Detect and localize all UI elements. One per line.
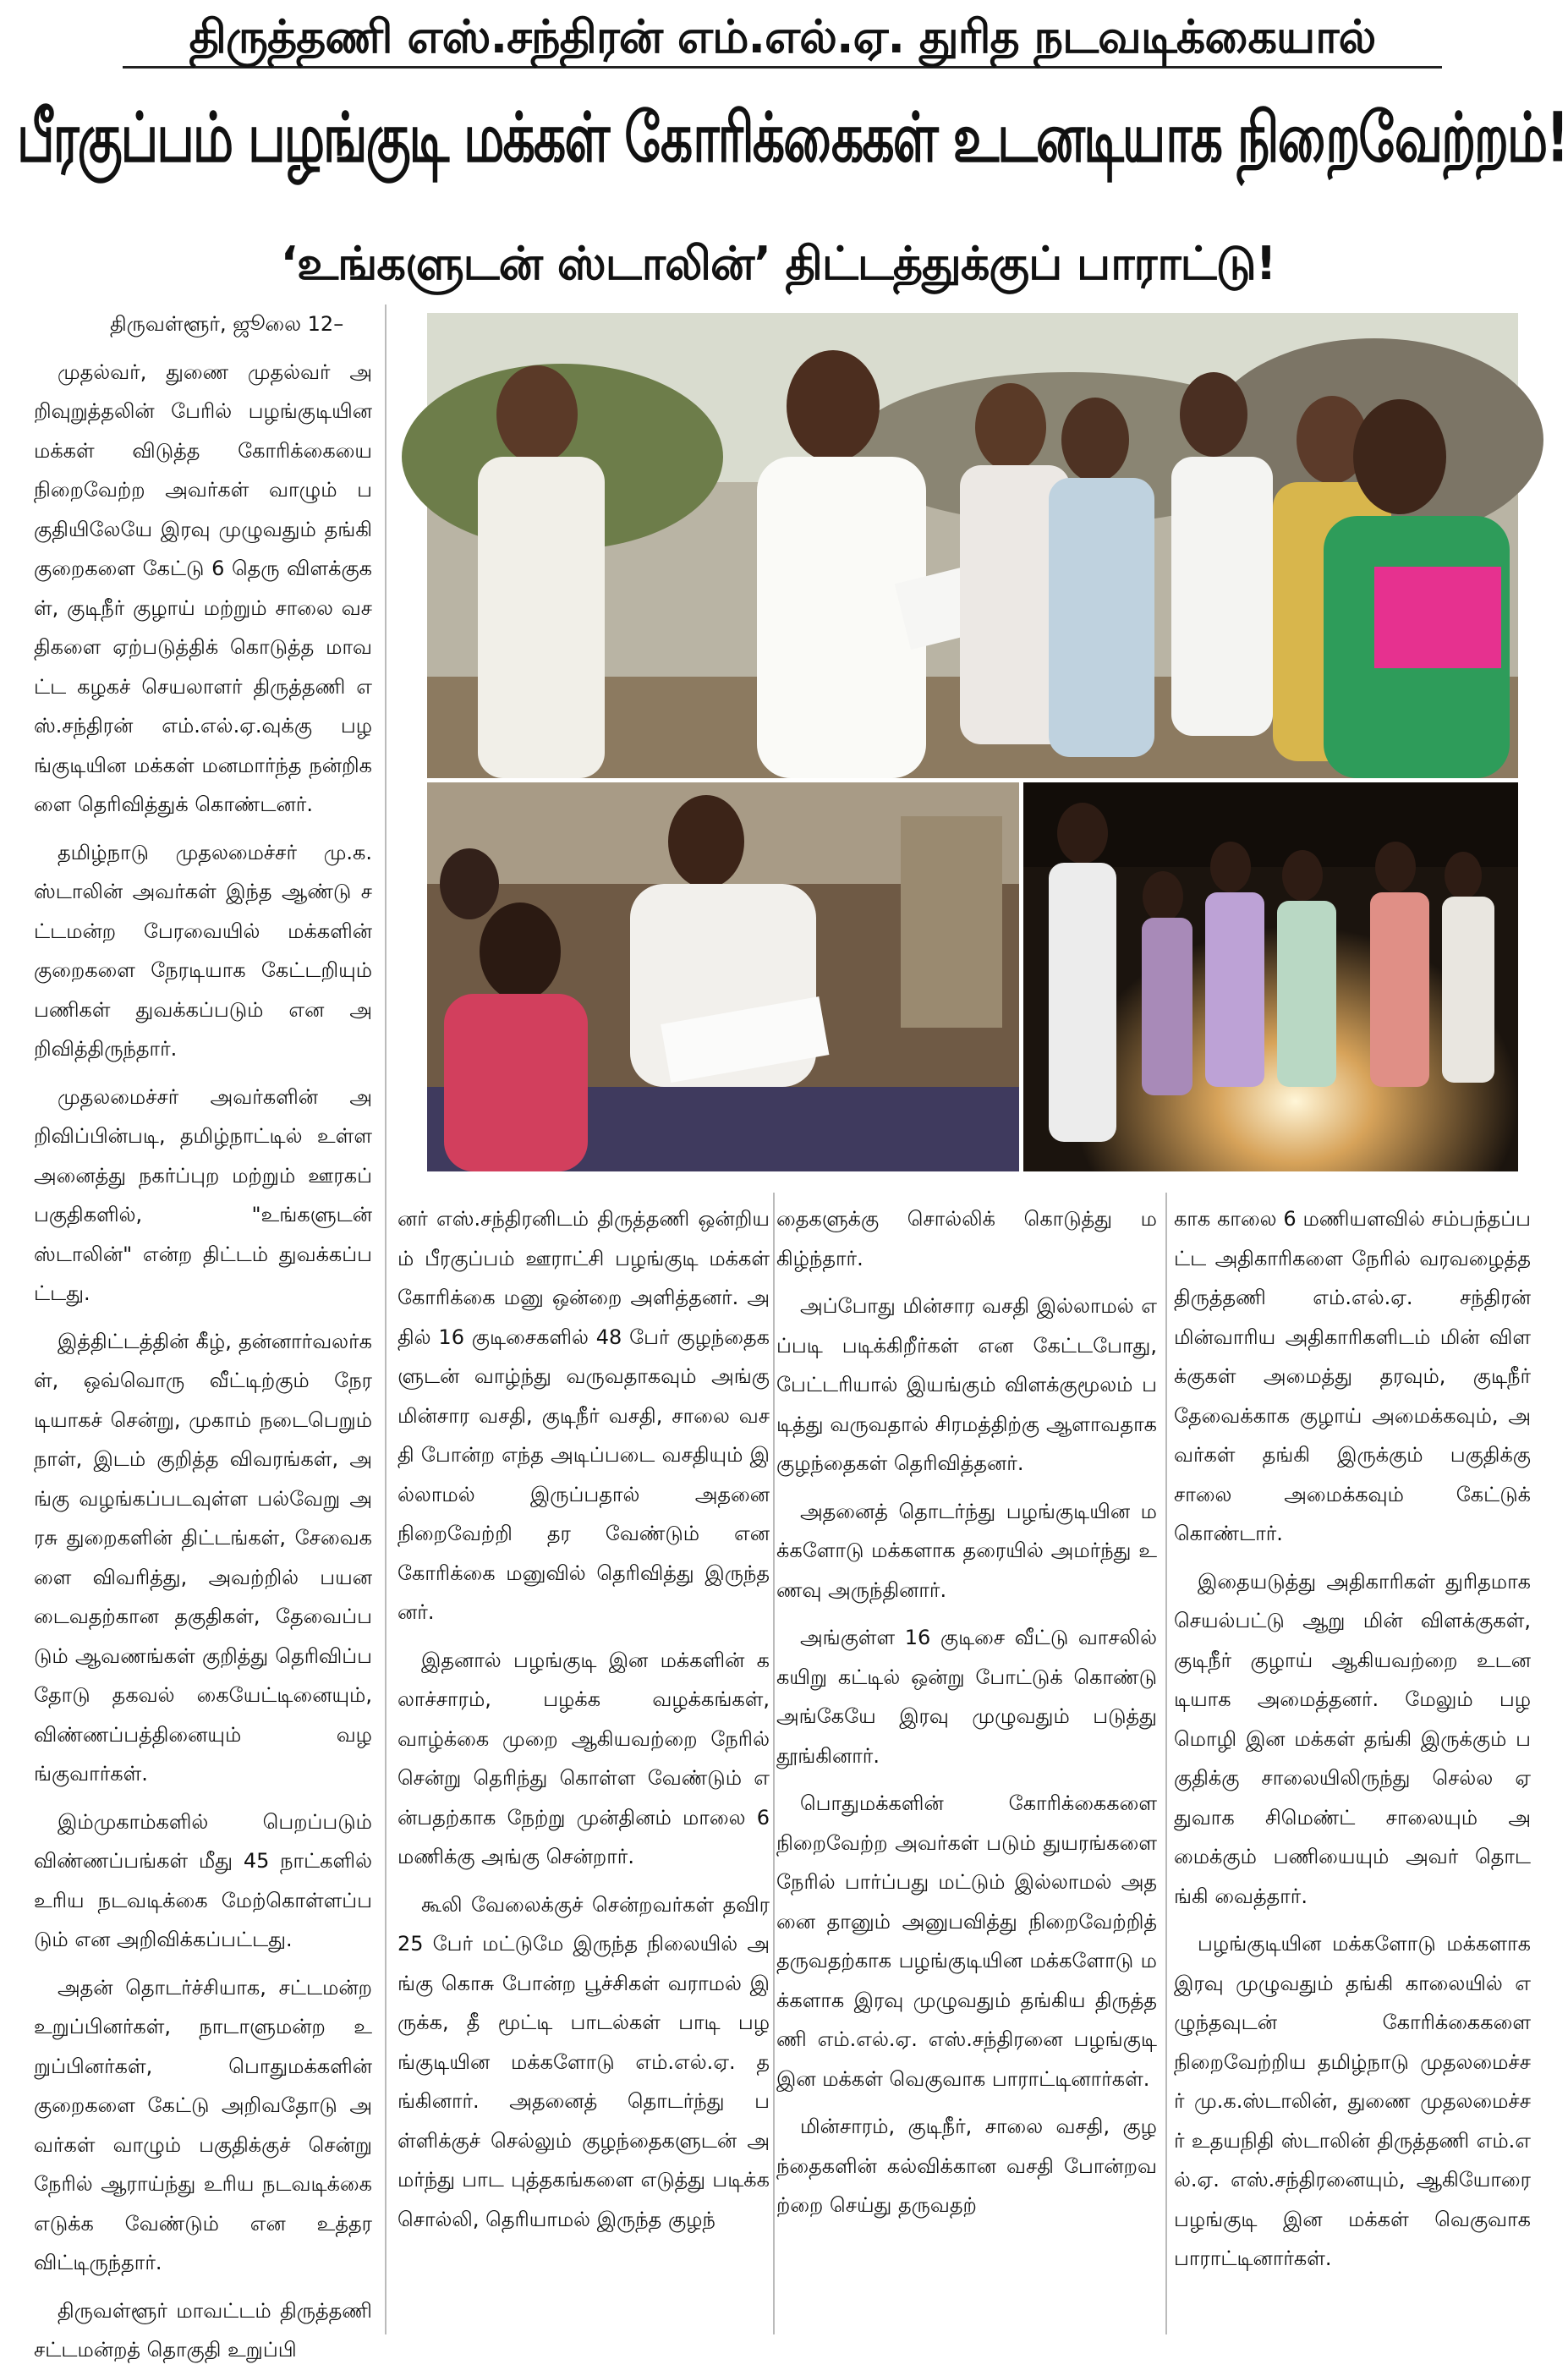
paragraph: இதனால் பழங்குடி இன மக்களின் கலாச்சாரம், பழக்க வழக்கங்கள், வாழ்க்கை முறை ஆகியவற்றை நேரில் சென்று தெரிந்து கொள்ள வேண்டும் என்பதற்காக நேற்று முன்தினம் மாலை 6 மணிக்கு அங்கு சென்றார். bbox=[397, 1648, 770, 1868]
subheadline: ‘உங்களுடன் ஸ்டாலின்’ திட்டத்துக்குப் பாராட்டு! bbox=[280, 237, 1276, 290]
photo-main-mla-with-villagers bbox=[427, 313, 1518, 778]
paragraph: காக காலை 6 மணியளவில் சம்பந்தப்பட்ட அதிகாரிகளை நேரில் வரவழைத்த திருத்தணி எம்.எல்.ஏ. சந்திரன் மின்வாரிய அதிகாரிகளிடம் மின் விளக்குகள் அமைத்து தரவும், குடிநீர் தேவைக்காக குழாய் அமைக்கவும், அவர்கள் தங்கி இருக்கும் பகுதிக்கு சாலை அமைக்கவும் கேட்டுக் கொண்டார். bbox=[1174, 1207, 1531, 1545]
column-rule-2 bbox=[773, 1193, 775, 2334]
article-column-1 bbox=[34, 304, 372, 2362]
paragraph: கூலி வேலைக்குச் சென்றவர்கள் தவிர 25 பேர் மட்டுமே இருந்த நிலையில் அங்கு கொசு போன்ற பூச்சிகள் வராமல் இருக்க, தீ மூட்டி பாடல்கள் பாடி பழங்குடியின மக்களோடு எம்.எல்.ஏ. தங்கினார். அதனைத் தொடர்ந்து பள்ளிக்குச் செல்லும் குழந்தைகளுடன் அமர்ந்து பாட புத்தகங்களை எடுத்து படிக்க சொல்லி, தெரியாமல் இருந்த குழந் bbox=[397, 1892, 770, 2231]
article-column-3 bbox=[776, 1199, 1157, 2337]
paragraph: அங்குள்ள 16 குடிசை வீட்டு வாசலில் கயிறு கட்டில் ஒன்று போட்டுக் கொண்டு அங்கேயே இரவு முழுவதும் படுத்து தூங்கினார். bbox=[776, 1626, 1157, 1768]
paragraph: முதல்வர், துணை முதல்வர் அறிவுறுத்தலின் பேரில் பழங்குடியின மக்கள் விடுத்த கோரிக்கையை நிறைவேற்ற அவர்கள் வாழும் பகுதியிலேயே இரவு முழுவதும் தங்கி குறைகளை கேட்டு 6 தெரு விளக்குகள், குடிநீர் குழாய் மற்றும் சாலை வசதிகளை ஏற்படுத்திக் கொடுத்த மாவட்ட கழகச் செயலாளர் திருத்தணி எஸ்.சந்திரன் எம்.எல்.ஏ.வுக்கு பழங்குடியின மக்கள் மனமார்ந்த நன்றிகளை தெரிவித்துக் கொண்டனர். bbox=[34, 359, 372, 816]
article-column-2 bbox=[397, 1199, 770, 2337]
paragraph: மின்சாரம், குடிநீர், சாலை வசதி, குழந்தைகளின் கல்விக்கான வசதி போன்றவற்றை செய்து தருவதற் bbox=[776, 2115, 1157, 2217]
paragraph: பொதுமக்களின் கோரிக்கைகளை நிறைவேற்ற அவர்கள் படும் துயரங்களை நேரில் பார்ப்பது மட்டும் இல்லாமல் அதனை தானும் அனுபவித்து நிறைவேற்றித் தருவதற்காக பழங்குடியின மக்களோடு மக்களாக இரவு முழுவதும் தங்கிய திருத்தணி எம்.எல்.ஏ. எஸ்.சந்திரனை பழங்குடி இன மக்கள் வெகுவாக பாராட்டினார்கள். bbox=[776, 1791, 1157, 2091]
photo-night-gathering-by-fire bbox=[1023, 782, 1518, 1171]
photo-mla-reading-with-children bbox=[427, 782, 1019, 1171]
paragraph: அப்போது மின்சார வசதி இல்லாமல் எப்படி படிக்கிறீர்கள் என கேட்டபோது, பேட்டரியால் இயங்கும் விளக்குமூலம் படித்து வருவதால் சிரமத்திற்கு ஆளாவதாக குழந்தைகள் தெரிவித்தனர். bbox=[776, 1294, 1157, 1475]
article-column-4 bbox=[1174, 1199, 1531, 2337]
paragraph: அதன் தொடர்ச்சியாக, சட்டமன்ற உறுப்பினர்கள், நாடாளுமன்ற உறுப்பினர்கள், பொதுமக்களின் குறைகளை கேட்டு அறிவதோடு அவர்கள் வாழும் பகுதிக்குச் சென்று நேரில் ஆராய்ந்து உரிய நடவடிக்கை எடுக்க வேண்டும் என உத்தரவிட்டிருந்தார். bbox=[34, 1975, 372, 2274]
paragraph: னர் எஸ்.சந்திரனிடம் திருத்தணி ஒன்றியம் பீரகுப்பம் ஊராட்சி பழங்குடி மக்கள் கோரிக்கை மனு ஒன்றை அளித்தனர். அதில் 16 குடிசைகளில் 48 பேர் குழந்தைகளுடன் வாழ்ந்து வருவதாகவும் அங்கு மின்சார வசதி, குடிநீர் வசதி, சாலை வசதி போன்ற எந்த அடிப்படை வசதியும் இல்லாமல் இருப்பதால் அதனை நிறைவேற்றி தர வேண்டும் என கோரிக்கை மனுவில் தெரிவித்து இருந்தனர். bbox=[397, 1207, 770, 1624]
paragraph: அதனைத் தொடர்ந்து பழங்குடியின மக்களோடு மக்களாக தரையில் அமர்ந்து உணவு அருந்தினார். bbox=[776, 1499, 1157, 1602]
headline: பீரகுப்பம் பழங்குடி மக்கள் கோரிக்கைகள் உடனடியாக நிறைவேற்றம்! bbox=[17, 98, 1568, 178]
paragraph: தமிழ்நாடு முதலமைச்சர் மு.க.ஸ்டாலின் அவர்கள் இந்த ஆண்டு சட்டமன்ற பேரவையில் மக்களின் குறைகளை நேரடியாக கேட்டறியும் பணிகள் துவக்கப்படும் என அறிவித்திருந்தார். bbox=[34, 840, 372, 1061]
paragraph: இதையடுத்து அதிகாரிகள் துரிதமாக செயல்பட்டு ஆறு மின் விளக்குகள், குடிநீர் குழாய் ஆகியவற்றை உடனடியாக அமைத்தனர். மேலும் பழமொழி இன மக்கள் தங்கி இருக்கும் பகுதிக்கு சாலையிலிருந்து செல்ல ஏதுவாக சிமெண்ட் சாலையும் அமைக்கும் பணியையும் அவர் தொடங்கி வைத்தார். bbox=[1174, 1569, 1531, 1908]
dateline: திருவள்ளூர், ஜூலை 12– bbox=[110, 312, 344, 336]
paragraph: தைகளுக்கு சொல்லிக் கொடுத்து மகிழ்ந்தார். bbox=[776, 1207, 1157, 1270]
column-rule-1 bbox=[385, 304, 387, 2334]
paragraph: முதலமைச்சர் அவர்களின் அறிவிப்பின்படி, தமிழ்நாட்டில் உள்ள அனைத்து நகர்ப்புற மற்றும் ஊரகப் பகுதிகளில், "உங்களுடன் ஸ்டாலின்" என்ற திட்டம் துவக்கப்பட்டது. bbox=[34, 1084, 372, 1305]
column-rule-3 bbox=[1165, 1193, 1167, 2334]
paragraph: திருவள்ளூர் மாவட்டம் திருத்தணி சட்டமன்றத் தொகுதி உறுப்பி bbox=[34, 2298, 372, 2362]
paragraph: இம்முகாம்களில் பெறப்படும் விண்ணப்பங்கள் மீது 45 நாட்களில் உரிய நடவடிக்கை மேற்கொள்ளப்படும் என அறிவிக்கப்பட்டது. bbox=[34, 1809, 372, 1951]
paragraph: பழங்குடியின மக்களோடு மக்களாக இரவு முழுவதும் தங்கி காலையில் எழுந்தவுடன் கோரிக்கைகளை நிறைவேற்றிய தமிழ்நாடு முதலமைச்சர் மு.க.ஸ்டாலின், துணை முதலமைச்சர் உதயநிதி ஸ்டாலின் திருத்தணி எம்.எல்.ஏ. எஸ்.சந்திரனையும், ஆகியோரை பழங்குடி இன மக்கள் வெகுவாக பாராட்டினார்கள். bbox=[1174, 1932, 1531, 2270]
kicker-line: திருத்தணி எஸ்.சந்திரன் எம்.எல்.ஏ. துரித நடவடிக்கையால் bbox=[123, 8, 1442, 69]
paragraph: இத்திட்டத்தின் கீழ், தன்னார்வலர்கள், ஒவ்வொரு வீட்டிற்கும் நேரடியாகச் சென்று, முகாம் நடைபெறும் நாள், இடம் குறித்த விவரங்கள், அங்கு வழங்கப்படவுள்ள பல்வேறு அரசு துறைகளின் திட்டங்கள், சேவைகளை விவரித்து, அவற்றில் பயனடைவதற்கான தகுதிகள், தேவைப்படும் ஆவணங்கள் குறித்து தெரிவிப்பதோடு தகவல் கையேட்டினையும், விண்ணப்பத்தினையும் வழங்குவார்கள். bbox=[34, 1329, 372, 1786]
